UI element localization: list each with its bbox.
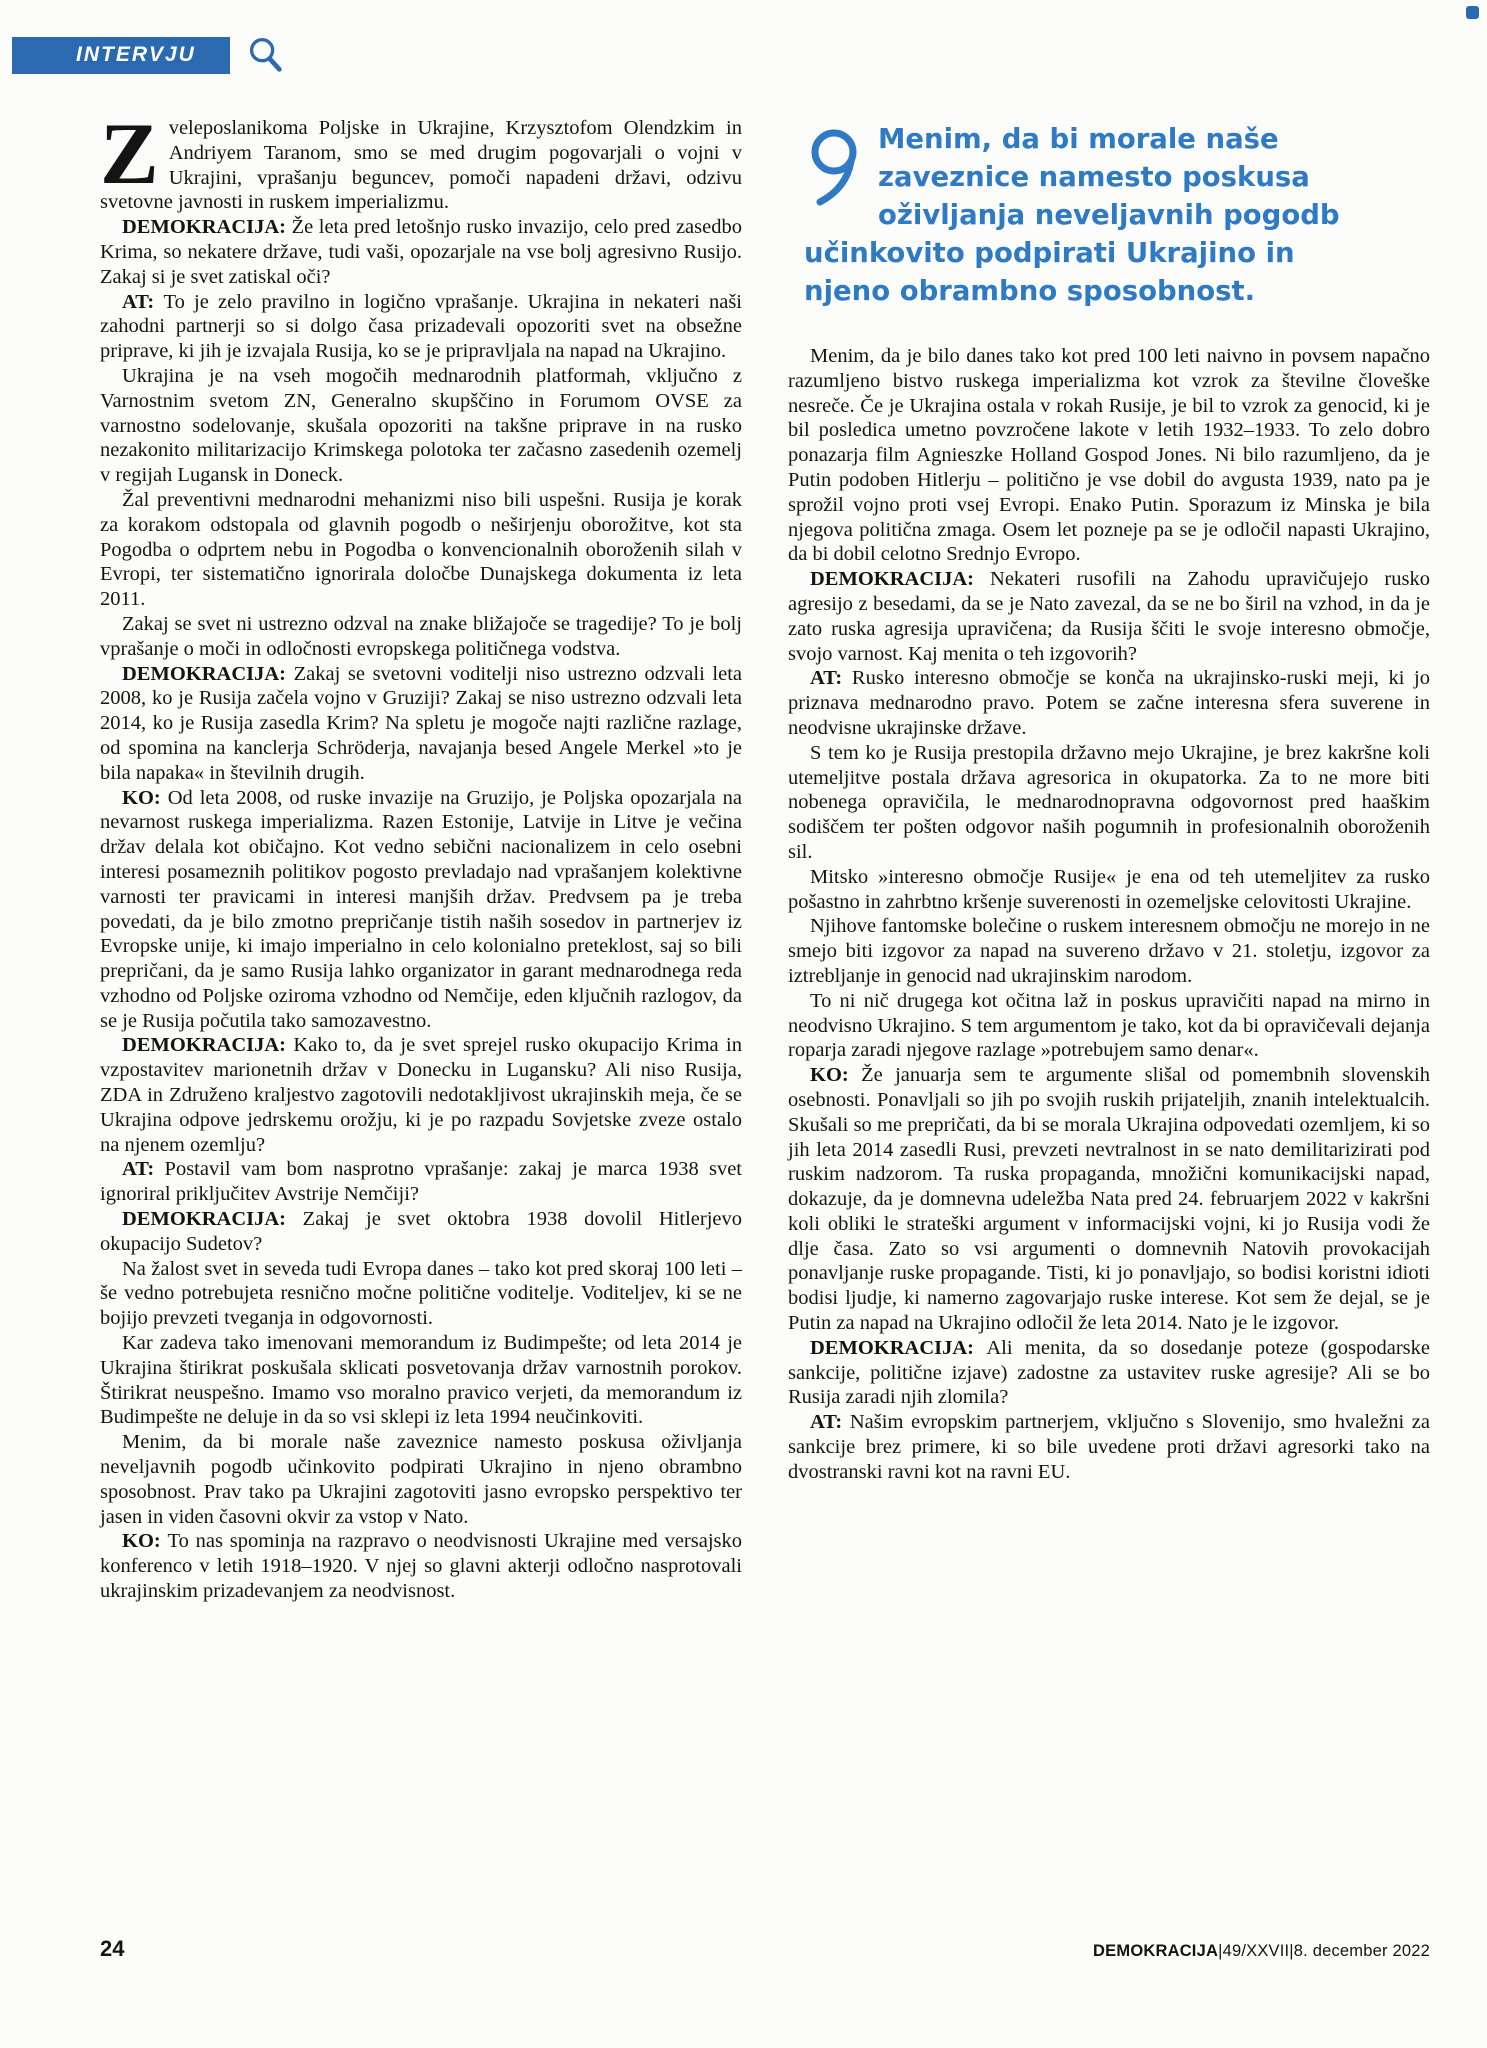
paragraph: Zakaj se svet ni ustrezno odzval na znake bližajoče se tragedije? To je bolj vprašanje o moči in odločnosti evropskega političnega vodstva. [100, 612, 742, 660]
qa-paragraph: AT: To je zelo pravilno in logično vprašanje. Ukrajina in nekateri naši zahodni partnerji so si dolgo časa prizadevali opozoriti svet na obsežne priprave, ki jih je izvajala Rusija, ko se je pripravljala na napad na Ukrajino. [100, 290, 743, 363]
speaker-label: KO: [122, 786, 168, 809]
paragraph: Zveleposlanikoma Poljske in Ukrajine, Krzysztofom Olendzkim in Andriyem Taranom, smo se med drugim pogovarjali o vojni v Ukrajini, vprašanju beguncev, pomoči napadeni državi, odzivu svetovne javnosti in ruskem imperializmu. [100, 106, 742, 214]
paragraph: Žal preventivni mednarodni mehanizmi niso bili uspešni. Rusija je korak za korakom odstopala od glavnih pogodb o neširjenju oborožitve, kot sta Pogodba o odprtem nebu in Pogodba o konvencionalnih oboroženih silah v Evropi, ter sistematično ignorirala določbe Dunajskega dokumenta iz leta 2011. [100, 488, 742, 611]
section-badge-label: INTERVJU [76, 42, 196, 66]
speaker-label: DEMOKRACIJA: [122, 662, 294, 685]
right-column [788, 116, 1430, 1604]
qa-paragraph: AT: Postavil vam bom nasprotno vprašanje: zakaj je marca 1938 svet ignoriral priključitev Avstrije Nemčiji? [100, 1158, 743, 1206]
paragraph: S tem ko je Rusija prestopila državno mejo Ukrajine, je brez kakršne koli utemeljitve postala država agresorica in okupatorka. Za to ne more biti nobenega opravičila, le mednarodnopravna odgovornost pred haaškim sodiščem ter pošten odgovor naših pogumnih in profesionalnih oboroženih sil. [788, 741, 1430, 863]
qa-paragraph: DEMOKRACIJA: Zakaj je svet oktobra 1938 dovolil Hitlerjevo okupacijo Sudetov? [100, 1208, 742, 1255]
section-header [12, 34, 286, 76]
speaker-label: AT: [122, 290, 164, 313]
qa-paragraph: KO: Od leta 2008, od ruske invazije na Gruzijo, je Poljska opozarjala na nevarnost ruskega imperializma. Razen Estonije, Latvije in Litve je večina držav delala kot običajno. Kot vedno sebični nacionalizem in celo osebni interesi posameznih politikov pogosto prevladajo nad vprašanjem kolektivne varnosti ter pravicami in interesi manjših držav. Predvsem pa je treba povedati, da je bilo zmotno prepričanje tistih naših sosedov in partnerjev iz Evropske unije, ki imajo imperialno in celo kolonialno preteklost, saj so bili prepričani, da je samo Rusija lahko organizator in garant mednarodnega reda vzhodno od Poljske oziroma vzhodno od Nemčije, eden ključnih razlogov, da se je Rusija počutila tako samozavestno. [100, 786, 742, 1032]
quote-mark-icon [804, 128, 862, 216]
paragraph: Na žalost svet in seveda tudi Evropa danes – tako kot pred skoraj 100 leti – še vedno potrebujeta resnično močne politične voditelje. Voditeljev, ki se ne bojijo prevzeti tveganja in odgovornosti. [100, 1257, 742, 1330]
page-footer [100, 1936, 1430, 1962]
qa-paragraph: AT: Našim evropskim partnerjem, vključno s Slovenijo, smo hvaležni za sankcije brez primere, ki so bile uvedene proti državi agresorki tako na dvostranski ravni kot na ravni EU. [788, 1411, 1430, 1483]
qa-paragraph: DEMOKRACIJA: Nekateri rusofili na Zahodu upravičujejo rusko agresijo z besedami, da se je Nato zavezal, da se ne bo širil na vzhod, in da je zato ruska agresija upravičena; da Rusija ščiti le svoje interesno območje, svojo varnost. Kaj menita o teh izgovorih? [788, 568, 1430, 665]
footer-issue: |49/XXVII|8. december 2022 [1218, 1942, 1430, 1960]
speaker-label: DEMOKRACIJA: [122, 1208, 303, 1231]
paragraph: Menim, da je bilo danes tako kot pred 100 leti naivno in povsem napačno razumljeno bistvo ruskega imperializma kot vzrok za številne človeške nesreče. Če je Ukrajina ostala v rokah Rusije, je bil to vzrok za genocid, ki je bil posledica umetno povzročene lakote v letih 1932–1933. To zelo dobro ponazarja film Agnieszke Holland Gospod Jones. Ni bilo razumljeno, da je Putin podoben Hitlerju – politično je vse dobil do avgusta 1939, nato pa je sprožil vojno proti vsej Evropi. Enako Putin. Sporazum iz Minska je bila njegova politična zmaga. Osem let pozneje pa se je odločil napasti Ukrajino, da bi dobil celotno Srednjo Evropo. [788, 345, 1430, 566]
right-column-text [788, 344, 1430, 1485]
speaker-label: AT: [810, 1411, 850, 1434]
footer-brand: DEMOKRACIJA [1093, 1942, 1219, 1960]
paragraph: Njihove fantomske bolečine o ruskem interesnem območju ne morejo in ne smejo biti izgovor za napad na suvereno državo v 21. stoletju, izgovor za iztrebljanje in genocid nad ukrajinskim narodom. [788, 915, 1430, 987]
section-badge [12, 37, 230, 74]
corner-mark [1466, 6, 1479, 19]
qa-paragraph: DEMOKRACIJA: Ali menita, da so dosedanje poteze (gospodarske sankcije, politične izjave) zadostne za ustavitev ruske agresije? Ali se bo Rusija zaradi njih zlomila? [788, 1336, 1430, 1409]
qa-paragraph: DEMOKRACIJA: Že leta pred letošnjo rusko invazijo, celo pred zasedbo Krima, so nekatere države, tudi vaši, opozarjale na vse bolj agresivno Rusijo. Zakaj si je svet zatiskal oči? [100, 216, 742, 288]
speaker-label: KO: [810, 1064, 862, 1087]
page-number: 24 [100, 1936, 125, 1961]
speaker-label: DEMOKRACIJA: [810, 1336, 987, 1359]
speaker-label: DEMOKRACIJA: [810, 568, 991, 591]
paragraph: Menim, da bi morale naše zaveznice namesto poskusa oživljanja neveljavnih pogodb učinkovito podpirati Ukrajino in njeno obrambno sposobnost. Prav tako pa Ukrajini zagotoviti jasno evropsko perspektivo ter jasen in viden časovni okvir za vstop v Nato. [100, 1431, 742, 1528]
qa-paragraph: KO: Že januarja sem te argumente slišal od pomembnih slovenskih osebnosti. Ponavljali so jih po svojih ruskih prijateljih, znanih intelektualcih. Skušali so me prepričati, da bi se morala Ukrajina odpovedati ozemljem, ki so jih leta 2014 zasedli Rusi, prevzeti nevtralnost in se nato demilitarizirati pod ruskim nadzorom. Ta ruska propaganda, množični komunikacijski napad, dokazuje, da je domnevna udeležba Nata pred 24. februarjem 2022 v kakršni koli obliki le strateški argument v informacijski vojni, ki jo Rusija vodi že dlje časa. Zato so vsi argumenti o domnevnih Natovih provokacijah ponavljanje ruske propagande. Tisti, ki jo ponavljajo, so bodisi koristni idioti bodisi ljudje, ki namerno zagovarjajo ruske interese. Kot sem že dejal, se je Putin za napad na Ukrajino odločil že leta 2014. Nato je le izgovor. [788, 1064, 1431, 1335]
speaker-label: AT: [810, 667, 852, 690]
qa-paragraph: DEMOKRACIJA: Zakaj se svetovni voditelji niso ustrezno odzvali leta 2008, ko je Rusija začela vojno v Gruziji? Zakaj se niso ustrezno odzvali leta 2014, ko je Rusija zasedla Krim? Na spletu je mogoče najti različne razlage, od spomina na kanclerja Schröderja, navajanja besed Angele Merkel »to je bila napaka« in številnih drugih. [100, 662, 742, 784]
pull-quote [804, 120, 1364, 310]
paragraph: Ukrajina je na vseh mogočih mednarodnih platformah, vključno z Varnostnim svetom ZN, Generalno skupščino in Forumom OVSE za varnostno sodelovanje, skušala opozoriti na takšne priprave in na rusko nezakonito militarizacijo Krimskega polotoka ter začasno zasedenih ozemelj v regijah Lugansk in Doneck. [100, 364, 742, 487]
speaker-label: KO: [122, 1530, 168, 1553]
pull-quote-text: Menim, da bi morale naše zaveznice namesto poskusa oživljanja neveljavnih pogodb učinkovito podpirati Ukrajino in njeno obrambno sposobnost. [804, 123, 1340, 307]
qa-paragraph: DEMOKRACIJA: Kako to, da je svet sprejel rusko okupacijo Krima in vzpostavitev marionetnih držav v Donecku in Lugansku? Ali niso Rusija, ZDA in Združeno kraljestvo zagotovili nedotakljivost ukrajinskih meja, če se Ukrajina odpove jedrskemu orožju, ki je po razpadu Sovjetske zveze ostalo na njenem ozemlju? [100, 1034, 742, 1156]
dropcap: Z [100, 106, 159, 203]
speaker-label: DEMOKRACIJA: [122, 1034, 294, 1057]
speaker-label: AT: [122, 1158, 165, 1181]
paragraph: To ni nič drugega kot očitna laž in poskus upravičiti napad na mirno in neodvisno Ukrajino. S tem argumentom je tako, kot da bi opravičevali dejanja roparja zaradi njegove razlage »potrebujem samo denar«. [788, 989, 1430, 1062]
magnifier-icon [244, 34, 286, 76]
article-body [100, 106, 1431, 1604]
speaker-label: DEMOKRACIJA: [122, 216, 292, 239]
paragraph: Mitsko »interesno območje Rusije« je ena od teh utemeljitev za rusko pošastno in zahrbtno kršenje suverenosti in ozemeljske celovitosti Ukrajine. [788, 865, 1430, 913]
qa-paragraph: KO: To nas spominja na razpravo o neodvisnosti Ukrajine med versajsko konferenco v letih 1918–1920. V njej so glavni akterji odločno nasprotovali ukrajinskim prizadevanjem za neodvisnost. [100, 1530, 742, 1603]
footer-credit [1093, 1942, 1430, 1961]
left-column [100, 106, 743, 1604]
qa-paragraph: AT: Rusko interesno območje se konča na ukrajinsko-ruski meji, ki jo priznava mednarodno pravo. Potem se začne interesna sfera suverene in neodvisne ukrajinske države. [788, 667, 1430, 739]
paragraph: Kar zadeva tako imenovani memorandum iz Budimpešte; od leta 2014 je Ukrajina štirikrat poskušala sklicati posvetovanja držav varnostnih porokov. Štirikrat neuspešno. Imamo vso moralno pravico verjeti, da memorandum iz Budimpešte ne deluje in da so vsi sklepi iz leta 1994 neučinkoviti. [100, 1332, 742, 1429]
